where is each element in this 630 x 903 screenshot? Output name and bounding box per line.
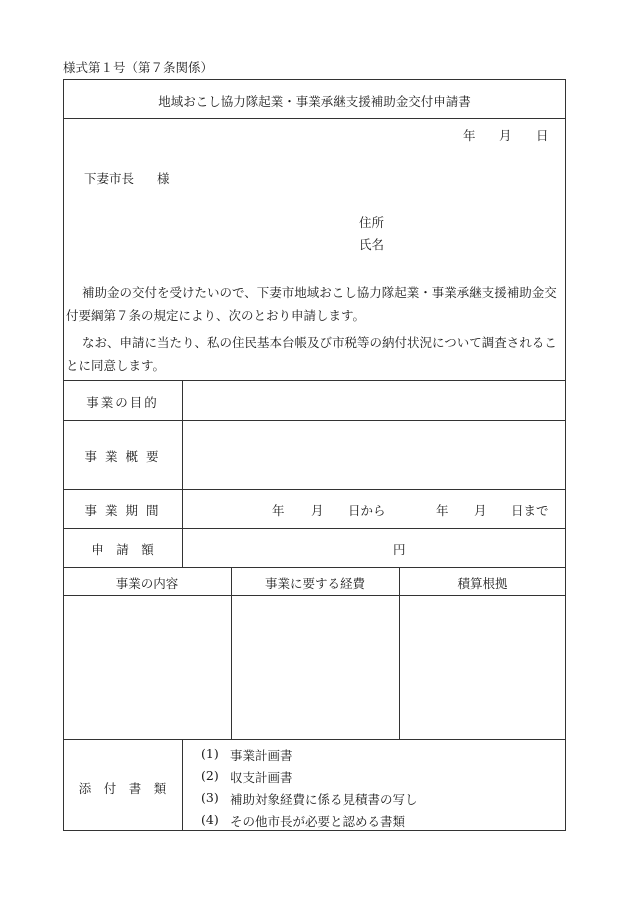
applicant-name-label: 氏名	[359, 237, 385, 252]
period-start-month: 月	[311, 503, 324, 518]
attachment-column-divider	[182, 739, 183, 831]
attachment-item-text: その他市長が必要と認める書類	[230, 814, 406, 829]
column-divider-2	[399, 567, 400, 739]
attachment-item-text: 補助対象経費に係る見積書の写し	[230, 792, 418, 807]
purpose-label: 事業の目的	[86, 395, 159, 410]
form-title: 地域おこし協力隊起業・事業承継支援補助金交付申請書	[158, 94, 471, 109]
column-header-basis: 積算根拠	[457, 576, 508, 591]
applicant-address-label: 住所	[359, 215, 385, 230]
attachments-label: 添 付 書 類	[78, 781, 167, 796]
period-end-year: 年	[436, 503, 449, 518]
divider-title	[63, 118, 566, 119]
body-paragraph-1: 補助金の交付を受けたいので、下妻市地域おこし協力隊起業・事業承継支援補助金交付要綱第７条の規定により、次のとおり申請します。	[66, 285, 557, 323]
date-month: 月	[499, 128, 512, 143]
divider-overview	[63, 489, 566, 490]
attachment-item-num: (2)	[201, 768, 219, 783]
addressee-honorific: 様	[157, 171, 170, 186]
period-end-day: 日まで	[511, 503, 549, 518]
body-paragraph-2: なお、申請に当たり、私の住民基本台帳及び市税等の納付状況について調査されることに同意します。	[66, 335, 557, 373]
column-divider-1	[231, 567, 232, 739]
column-header-content: 事業の内容	[115, 576, 179, 591]
overview-label: 事 業 概 要	[84, 449, 161, 464]
attachment-item-num: (4)	[201, 812, 219, 827]
period-start-day: 日から	[348, 503, 386, 518]
column-header-cost: 事業に要する経費	[264, 576, 365, 591]
amount-unit: 円	[393, 542, 406, 557]
divider-purpose	[63, 420, 566, 421]
divider-columns-body	[63, 739, 566, 740]
divider-intro	[63, 380, 566, 381]
amount-label: 申 請 額	[91, 542, 154, 557]
attachment-item-text: 収支計画書	[230, 770, 293, 785]
divider-amount	[63, 567, 566, 568]
addressee-name: 下妻市長	[84, 171, 135, 186]
period-start-year: 年	[272, 503, 285, 518]
label-column-divider	[182, 380, 183, 567]
date-year: 年	[463, 128, 476, 143]
divider-period	[63, 528, 566, 529]
date-day: 日	[536, 128, 549, 143]
attachment-item-text: 事業計画書	[230, 748, 293, 763]
period-label: 事 業 期 間	[84, 503, 161, 518]
attachment-item-num: (1)	[201, 746, 219, 761]
form-number-label: 様式第１号（第７条関係）	[63, 60, 214, 75]
period-end-month: 月	[474, 503, 487, 518]
attachment-item-num: (3)	[201, 790, 219, 805]
divider-columns-header	[63, 595, 566, 596]
